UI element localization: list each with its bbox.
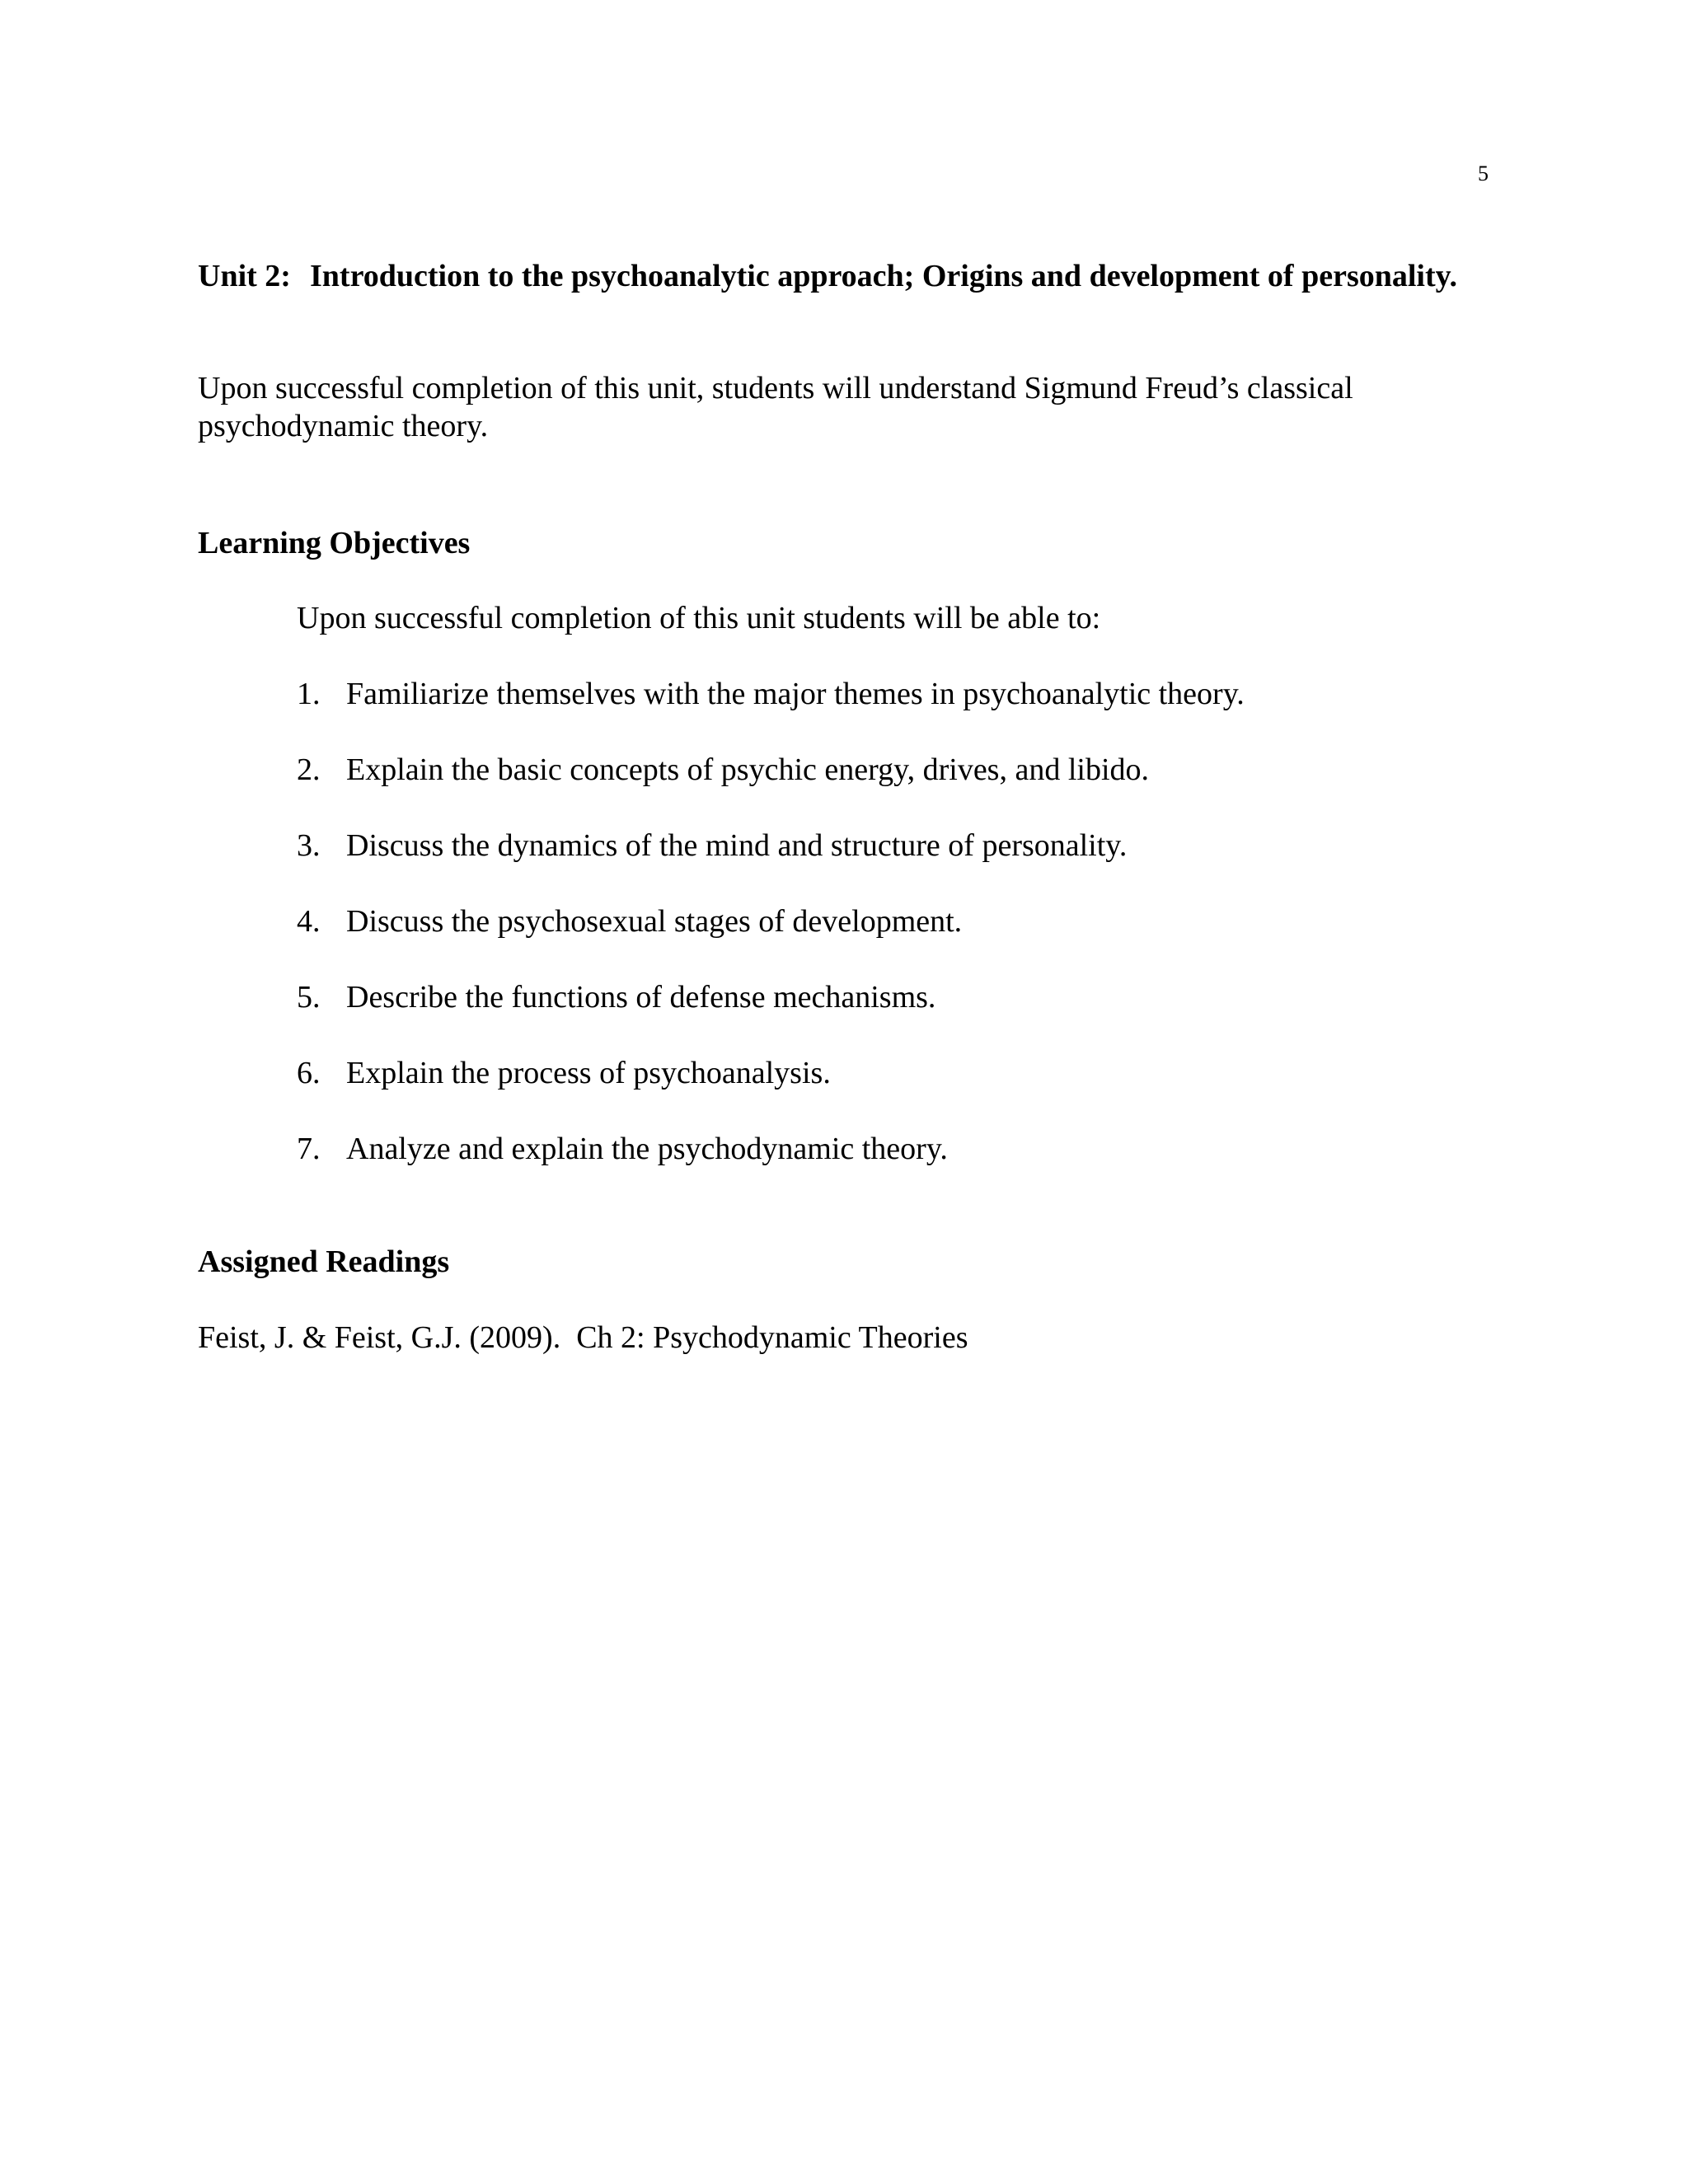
- objectives-lead-text: Upon successful completion of this unit students will be able to:: [297, 601, 1101, 635]
- objective-number: 3.: [297, 828, 321, 863]
- learning-objectives-heading: Learning Objectives: [198, 526, 471, 560]
- objective-text: Explain the basic concepts of psychic energy, drives, and libido.: [346, 752, 1150, 787]
- objective-number: 1.: [297, 677, 321, 711]
- reading-citation: Feist, J. & Feist, G.J. (2009). Ch 2: Psychodynamic Theories: [198, 1320, 968, 1355]
- objective-text: Analyze and explain the psychodynamic theory.: [346, 1132, 948, 1166]
- objective-number: 7.: [297, 1132, 321, 1166]
- objective-number: 2.: [297, 752, 321, 787]
- objective-text: Discuss the psychosexual stages of development.: [346, 904, 963, 939]
- assigned-readings-heading: Assigned Readings: [198, 1244, 450, 1279]
- objective-number: 5.: [297, 980, 321, 1015]
- unit-label: Unit 2:: [198, 259, 291, 293]
- objective-text: Familiarize themselves with the major themes in psychoanalytic theory.: [346, 677, 1245, 711]
- objective-text: Describe the functions of defense mechanisms.: [346, 980, 936, 1015]
- objective-text: Discuss the dynamics of the mind and structure of personality.: [346, 828, 1128, 863]
- unit-intro-paragraph: Upon successful completion of this unit, students will understand Sigmund Freud’s classical psychodynamic theory.: [198, 371, 1353, 443]
- unit-title: Introduction to the psychoanalytic approach; Origins and development of personality.: [310, 259, 1458, 293]
- objective-number: 6.: [297, 1056, 321, 1090]
- objective-text: Explain the process of psychoanalysis.: [346, 1056, 831, 1090]
- objective-number: 4.: [297, 904, 321, 939]
- page-number: 5: [1478, 162, 1489, 185]
